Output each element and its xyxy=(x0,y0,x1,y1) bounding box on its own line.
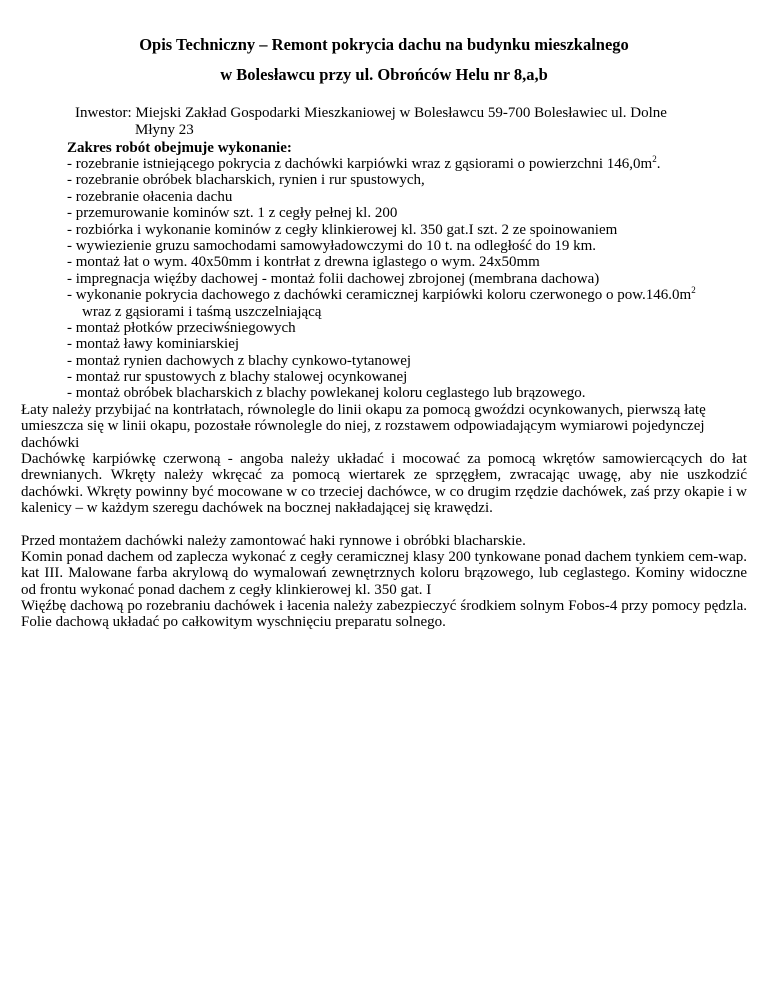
document-subtitle-address: w Bolesławcu przy ul. Obrońców Helu nr 8,a,b xyxy=(220,65,548,84)
paragraph-chimney xyxy=(21,549,747,598)
paragraph-gutter-hooks xyxy=(21,533,747,549)
investor-line-continued: Młyny 23 xyxy=(135,122,194,138)
superscript: 2 xyxy=(691,285,696,296)
document-title: Opis Techniczny – Remont pokrycia dachu na budynku mieszkalnego xyxy=(139,35,629,54)
paragraph-text: Komin ponad dachem od zaplecza wykonać z cegły ceramicznej klasy 200 tynkowane ponad dachem tynkiem cem-wap. kat III. Malowane farba akrylową do wymalowań zewnętrznych koloru brązowego, lub ceglastego. Kominy widoczne od frontu wykonać ponad dachem z cegły klinkierowej kl. 350 gat. I xyxy=(21,549,747,598)
paragraph-text: Łaty należy przybijać na kontrłatach, równolegle do linii okapu za pomocą gwoździ ocynkowanych, pierwszą łatę umieszcza się w linii okapu, pozostałe równolegle do niej, z rozstawem odpowiadającym wymiarowi pojedynczej dachówki xyxy=(21,402,706,451)
list-item: - montaż łat o wym. 40x50mm i kontrłat z drewna iglastego o wym. 24x50mm xyxy=(67,254,540,271)
list-item: - przemurowanie kominów szt. 1 z cegły pełnej kl. 200 xyxy=(67,205,398,222)
list-item: - rozebranie obróbek blacharskich, rynien i rur spustowych, xyxy=(67,172,425,189)
paragraph-text: Więźbę dachową po rozebraniu dachówek i łacenia należy zabezpieczyć środkiem solnym Fobos-4 przy pomocy pędzla. Folie dachową układać po całkowitym wyschnięciu preparatu solnego. xyxy=(21,598,747,631)
list-item: - wywiezienie gruzu samochodami samowyładowczymi do 10 t. na odległość do 19 km. xyxy=(67,237,597,254)
paragraph-text: Dachówkę karpiówkę czerwoną - angoba należy układać i mocować za pomocą wkrętów samowiercących do łat drewnianych. Wkręty należy wkręcać za pomocą wiertarek ze sprzęgłem, zwracając uwagę, aby nie uszkodzić dachówki. Wkręty powinny być mocowane w co trzeciej dachówce, w co drugim rzędzie dachówek, zaś przy okapie i w kalenicy – w każdym szeregu dachówek na bocznej nakładającej się krawędzi. xyxy=(21,451,747,517)
paragraph-impregnation xyxy=(21,598,747,631)
scope-list xyxy=(67,156,696,402)
paragraph-text: Przed montażem dachówki należy zamontować haki rynnowe i obróbki blacharskie. xyxy=(21,533,526,549)
list-item: - impregnacja więźby dachowej - montaż folii dachowej zbrojonej (membrana dachowa) xyxy=(67,270,600,287)
superscript: 2 xyxy=(652,154,657,164)
list-item: - montaż rur spustowych z blachy stalowej ocynkowanej xyxy=(67,369,408,386)
scope-heading: Zakres robót obejmuje wykonanie: xyxy=(67,140,292,156)
paragraph-tiles xyxy=(21,451,747,517)
list-item-continuation: wraz z gąsiorami i taśmą uszczelniającą xyxy=(82,303,322,320)
list-item xyxy=(67,287,696,303)
list-item: - montaż rynien dachowych z blachy cynkowo-tytanowej xyxy=(67,352,412,369)
list-item: - rozbiórka i wykonanie kominów z cegły klinkierowej kl. 350 gat.I szt. 2 ze spoinowaniem xyxy=(67,221,618,238)
list-item xyxy=(67,156,696,172)
list-item: - rozebranie ołacenia dachu xyxy=(67,188,233,205)
list-item: - montaż ławy kominiarskiej xyxy=(67,336,240,353)
paragraph-battens xyxy=(21,402,747,451)
list-item-end: . xyxy=(656,156,661,172)
list-item-text: - wykonanie pokrycia dachowego z dachówki ceramicznej karpiówki koloru czerwonego o pow.146.0m xyxy=(67,287,692,304)
investor-line: Inwestor: Miejski Zakład Gospodarki Mieszkaniowej w Bolesławcu 59-700 Bolesławiec ul. Dolne xyxy=(75,105,667,121)
list-item: - montaż obróbek blacharskich z blachy powlekanej koloru ceglastego lub brązowego. xyxy=(67,385,586,402)
list-item-text: - rozebranie istniejącego pokrycia z dachówki karpiówki wraz z gąsiorami o powierzchni 146,0m xyxy=(67,156,653,172)
list-item: - montaż płotków przeciwśniegowych xyxy=(67,319,296,336)
